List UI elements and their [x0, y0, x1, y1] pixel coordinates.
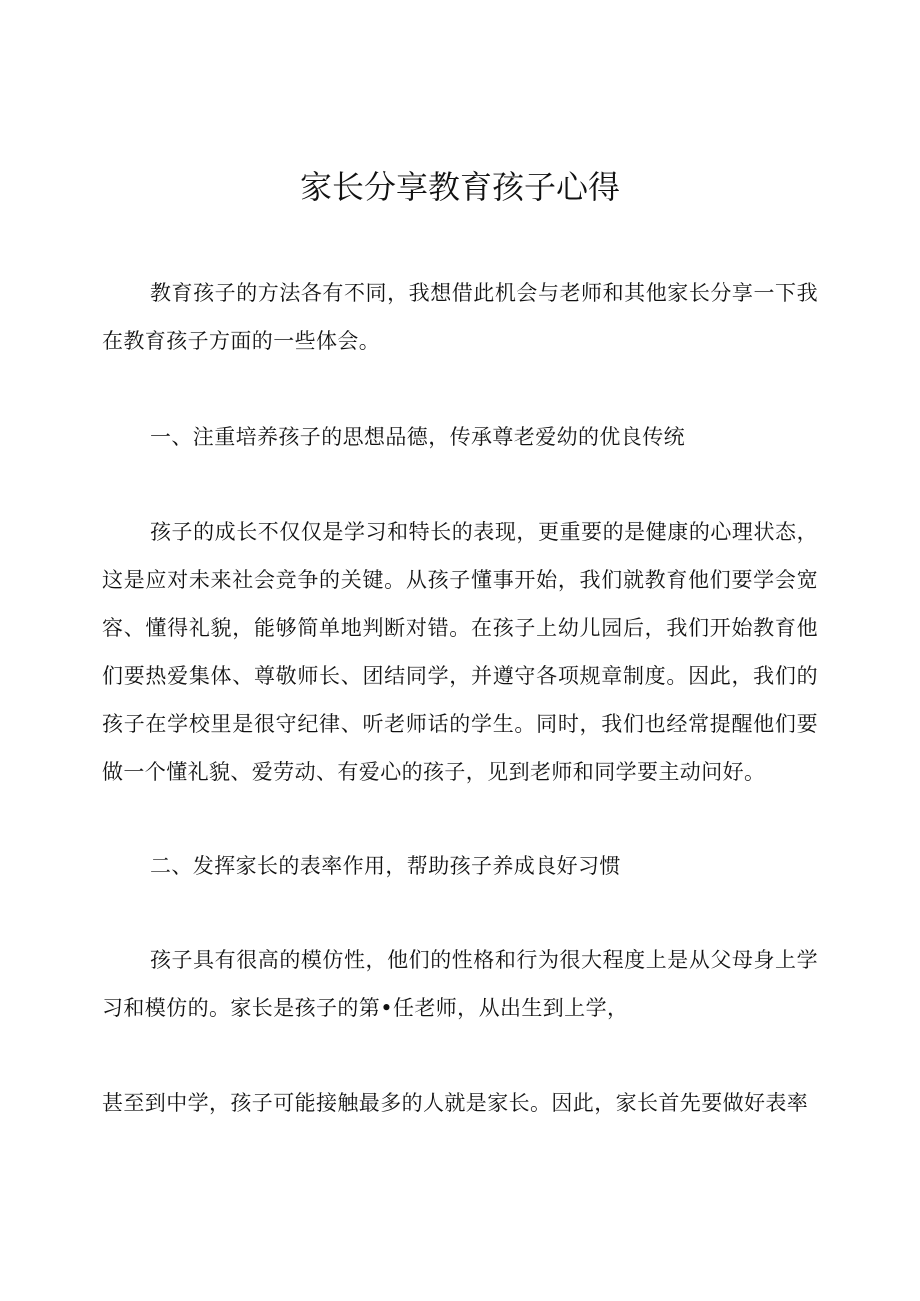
section-2-continued-paragraph: 甚至到中学，孩子可能接触最多的人就是家长。因此，家长首先要做好表率	[102, 1091, 809, 1115]
section-heading-1: 一、注重培养孩子的思想品德，传承尊老爱幼的优良传统	[150, 425, 685, 449]
section-heading-2: 二、发挥家长的表率作用，帮助孩子养成良好习惯	[150, 854, 621, 878]
section-2-paragraph: 孩子具有很高的模仿性，他们的性格和行为很大程度上是从父母身上学习和模仿的。家长是孩子的第•任老师，从出生到上学，	[102, 948, 818, 1020]
document-title: 家长分享教育孩子心得	[299, 168, 620, 206]
intro-paragraph: 教育孩子的方法各有不同，我想借此机会与老师和其他家长分享一下我在教育孩子方面的一些体会。	[102, 281, 818, 353]
section-1-paragraph: 孩子的成长不仅仅是学习和特长的表现，更重要的是健康的心理状态，这是应对未来社会竞争的关键。从孩子懂事开始，我们就教育他们要学会宽容、懂得礼貌，能够简单地判断对错。在孩子上幼儿园后，我们开始教育他们要热爱集体、尊敬师长、团结同学，并遵守各项规章制度。因此，我们的孩子在学校里是很守纪律、听老师话的学生。同时，我们也经常提醒他们要做一个懂礼貌、爱劳动、有爱心的孩子，见到老师和同学要主动问好。	[102, 520, 818, 784]
